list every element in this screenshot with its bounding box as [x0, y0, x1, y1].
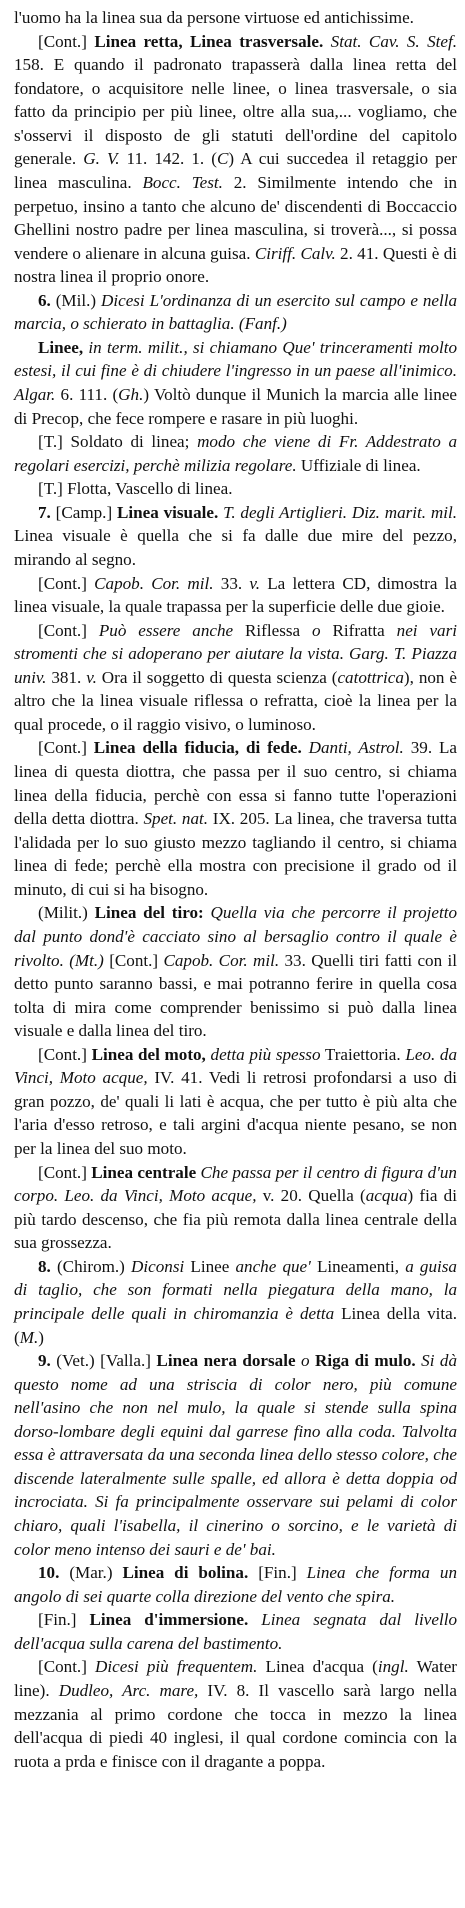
- italic-text: v.: [86, 667, 97, 687]
- body-text: ) A cui succedea il retaggio per linea masculina.: [14, 149, 457, 192]
- body-text: [Fin.]: [248, 1563, 307, 1583]
- italic-text: Ciriff. Calv.: [254, 243, 336, 263]
- body-text: [T.] Soldato di linea;: [38, 432, 198, 452]
- headword: Linea di bolina.: [122, 1563, 249, 1583]
- body-text: (Vet.) [Valla.]: [56, 1351, 157, 1371]
- body-text: [323, 32, 330, 51]
- body-text: ), non è altro che la linea visuale riflessa o refratta, cioè la linea per la qual procede, o il raggio visivo, o luminoso.: [14, 667, 458, 734]
- body-text: 158. E quando il padronato trapasserà dalla linea retta del fondatore, o acquisitore nelle linee, o linea trasversale, o sia fatto da principio per più linee, oltre alla sua,... vogliamo, che s'osservi il disposto de gli statuti dell'ordine del capitolo generale.: [14, 55, 457, 169]
- body-text: Riflessa: [233, 620, 313, 640]
- italic-text: Linea segnata dal livello dell'acqua sulla carena del bastimento.: [14, 1610, 457, 1653]
- italic-text: Spet. nat.: [143, 809, 209, 829]
- headword: Linea del moto,: [91, 1044, 206, 1064]
- headword: Linea nera dorsale: [156, 1351, 296, 1371]
- body-text: IX. 205. La linea, che traversa tutta l'alidada per lo suo giusto mezzo tagliando il centro, si chiama linea di fede; perchè ella mostra con precisione il grado od il minuto, di cui si ha bisogno.: [14, 809, 458, 899]
- italic-text: Può essere anche: [98, 620, 234, 640]
- entry-paragraph: [14, 336, 457, 430]
- entry-paragraph: [14, 1161, 457, 1255]
- italic-text: Diconsi: [131, 1256, 185, 1276]
- body-text: 33.: [213, 573, 250, 593]
- body-text: [Cont.]: [38, 738, 94, 758]
- body-text: v. 20. Quella (: [256, 1186, 366, 1206]
- italic-text: Danti, Astrol.: [308, 738, 404, 758]
- body-text: (Milit.): [38, 903, 95, 923]
- entry-paragraph: [14, 1608, 457, 1655]
- body-text: ) Voltò dunque il Munich la marcia alle linee di Precop, che fece rompere e rasare in più luoghi.: [14, 385, 457, 428]
- italic-text: Dicesi più frequentem.: [95, 1657, 258, 1677]
- italic-text: anche que': [235, 1256, 311, 1276]
- italic-text: T. degli Artiglieri. Diz. marit. mil.: [223, 502, 457, 522]
- body-text: [Cont.]: [38, 1162, 92, 1182]
- headword: Linea visuale.: [116, 502, 219, 522]
- italic-text: o: [301, 1351, 310, 1371]
- body-text: Linea d'acqua (: [257, 1657, 378, 1677]
- headword: 7.: [38, 502, 56, 522]
- entry-paragraph: [14, 1349, 457, 1561]
- italic-text: v.: [249, 573, 260, 593]
- headword: 8.: [38, 1256, 57, 1276]
- entry-paragraph: [14, 430, 457, 477]
- headword: 9.: [38, 1351, 57, 1371]
- body-text: [Cont.]: [38, 573, 95, 593]
- body-text: [Cont.]: [38, 1044, 92, 1064]
- entry-paragraph: [14, 1655, 457, 1773]
- entry-paragraph: [14, 736, 457, 901]
- entry-paragraph: [14, 30, 457, 289]
- headword: Riga di mulo.: [315, 1351, 416, 1371]
- body-text: [Cont.]: [38, 31, 95, 51]
- entry-paragraph: [14, 6, 457, 30]
- body-text: 39. La linea di questa diottra, che passa per il suo centro, si chiama linea della fiducia, perchè con essa si fanno tutte l'operazioni della detta diottra.: [14, 738, 457, 829]
- italic-text: nei vari stromenti che si adoperano per aiutare la vista. Garg. T. Piazza univ.: [14, 620, 457, 687]
- body-text: 2. Similmente intendo che in perpetuo, insino a tanto che alcuno de' discendenti di Boccaccio Ghellini nostro padre per linea masculina, si troverà..., si possa vendere o alienare in alcuna guisa.: [14, 172, 457, 263]
- italic-text: modo che viene di Fr. Addestrato a regolari esercizi, perchè milizia regolare.: [14, 432, 457, 475]
- italic-text: Gh.: [118, 385, 144, 404]
- italic-text: in term. milit., si chiamano Que' trinceramenti molto estesi, il cui fine è di chiudere l'ingresso in un paese all'inimico. Algar.: [14, 337, 458, 404]
- italic-text: catottrica: [337, 667, 404, 687]
- entry-paragraph: [14, 501, 457, 572]
- entry-paragraph: [14, 619, 457, 737]
- italic-text: detta più spesso: [210, 1044, 321, 1064]
- italic-text: Capob. Cor. mil.: [163, 950, 280, 970]
- italic-text: acqua: [365, 1186, 408, 1206]
- headword: Linea retta, Linea trasversale.: [94, 31, 324, 51]
- entry-paragraph: [14, 1043, 457, 1161]
- italic-text: Linea che forma un angolo di sei quarte colla direzione del vento che spira.: [14, 1563, 458, 1606]
- entry-paragraph: [14, 1255, 457, 1349]
- body-text: IV. 41. Vedi li retrosi profondarsi a uso di gran pozzo, de' quali li lati è acqua, che per tutto è più alta che l'aria d'esso retroso, e tali argini d'acqua niente pesano, se non per la linea del suo moto.: [14, 1068, 457, 1158]
- body-text: Linee: [184, 1256, 236, 1276]
- italic-text: a guisa di taglio, che son formati nella piegatura della mano, la principale delle quali in chiromanzia è detta: [14, 1256, 457, 1323]
- italic-text: Capob. Cor. mil.: [94, 573, 214, 593]
- italic-text: Dudleo, Arc. mare,: [58, 1680, 199, 1700]
- italic-text: Si dà questo nome ad una striscia di color nero, più comune nell'asino che non nel mulo, la quale si stende sulla spina dorso-lombare degli equini dal garrese fino alla coda. Talvolta essa è attraversata da una seconda linea dello stesso colore, che discende lateralmente sulle spalle, ed allora è detta doppia od incrociata. Si fa principalmente osservare sui pelami di color chiaro, quali l'isabella, il cinerino o sorcino, e le varietà di color meno intenso dei sauri e de' bai.: [14, 1351, 458, 1559]
- body-text: ) fia di più tardo descenso, che fia più remota dalla linea centrale della sua grossezza.: [14, 1186, 457, 1253]
- italic-text: Stat. Cav. S. Stef.: [330, 31, 458, 51]
- italic-text: M.: [19, 1327, 39, 1347]
- body-text: 6. 111. (: [55, 385, 119, 404]
- body-text: [Cont.]: [38, 620, 99, 640]
- body-text: [Camp.]: [55, 502, 117, 522]
- entry-paragraph: [14, 477, 457, 501]
- body-text: Uffiziale di linea.: [296, 455, 421, 475]
- italic-text: Quella via che percorre il projetto dal punto dond'è cacciato sino al bersaglio contro il quale è rivolto. (Mt.): [14, 903, 457, 970]
- body-text: 11. 142. 1. (: [119, 149, 217, 169]
- italic-text: G. V.: [83, 149, 120, 169]
- body-text: [Cont.]: [103, 950, 164, 970]
- body-text: [204, 903, 211, 922]
- body-text: [248, 1610, 261, 1629]
- body-text: l'uomo ha la linea sua da persone virtuose ed antichissime.: [14, 8, 414, 27]
- body-text: Linea visuale è quella che si fa dalle due mire del pezzo, mirando al segno.: [14, 526, 457, 569]
- body-text: [T.] Flotta, Vascello di linea.: [38, 479, 233, 499]
- body-text: (Mar.): [69, 1563, 123, 1583]
- italic-text: C: [217, 149, 229, 169]
- body-text: 2. 41. Questi è di nostra linea il proprio onore.: [14, 243, 457, 287]
- entry-paragraph: [14, 901, 457, 1042]
- headword: Linea d'immersione.: [89, 1610, 249, 1630]
- headword: 10.: [38, 1563, 70, 1583]
- body-text: 381.: [46, 667, 87, 687]
- body-text: Lineamenti,: [310, 1256, 406, 1276]
- entry-paragraph: [14, 289, 457, 336]
- body-text: [302, 738, 309, 757]
- body-text: 33. Quelli tiri fatti con il detto punto saranno bassi, e mai potranno ferire in quella cosa tolta di mira come comprender benissimo si può dalla linea visuale e dalla linea del tiro.: [14, 950, 457, 1041]
- body-text: Water line).: [14, 1657, 457, 1700]
- italic-text: Che passa per il centro di figura d'un corpo. Leo. da Vinci, Moto acque,: [14, 1162, 457, 1206]
- body-text: IV. 8. Il vascello sarà largo nella mezzania al primo cordone che tocca in mezzo la linea dell'acqua di piedi 40 inglesi, il qual cordone comincia con la ruota a prda e finisce con il dragante a poppa.: [14, 1680, 457, 1771]
- headword: Linea centrale: [91, 1162, 197, 1182]
- body-text: Ora il soggetto di questa scienza (: [96, 667, 338, 687]
- body-text: La lettera CD, dimostra la linea visuale, la quale trapassa per la superficie delle due gioie.: [14, 573, 457, 617]
- italic-text: Bocc. Test.: [142, 172, 223, 192]
- headword: Linea del tiro:: [94, 903, 204, 923]
- headword: Linee,: [38, 337, 84, 357]
- body-text: ): [38, 1327, 44, 1347]
- body-text: Linea della vita. (: [14, 1303, 457, 1347]
- entry-paragraph: [14, 572, 457, 619]
- italic-text: ingl.: [377, 1657, 409, 1677]
- headword: Linea della fiducia, di fede.: [93, 738, 302, 758]
- body-text: [Fin.]: [38, 1610, 90, 1630]
- body-text: (Mil.): [55, 290, 102, 310]
- body-text: (Chirom.): [56, 1256, 132, 1276]
- body-text: [Cont.]: [38, 1657, 96, 1677]
- italic-text: Leo. da Vinci, Moto acque,: [14, 1044, 457, 1088]
- body-text: Traiettoria.: [320, 1044, 406, 1064]
- italic-text: o: [312, 620, 321, 640]
- italic-text: Dicesi L'ordinanza di un esercito sul campo e nella marcia, o schierato in battaglia. (Fanf.): [14, 290, 458, 334]
- entry-paragraph: [14, 1561, 457, 1608]
- headword: 6.: [38, 290, 56, 310]
- body-text: Rifratta: [320, 620, 397, 640]
